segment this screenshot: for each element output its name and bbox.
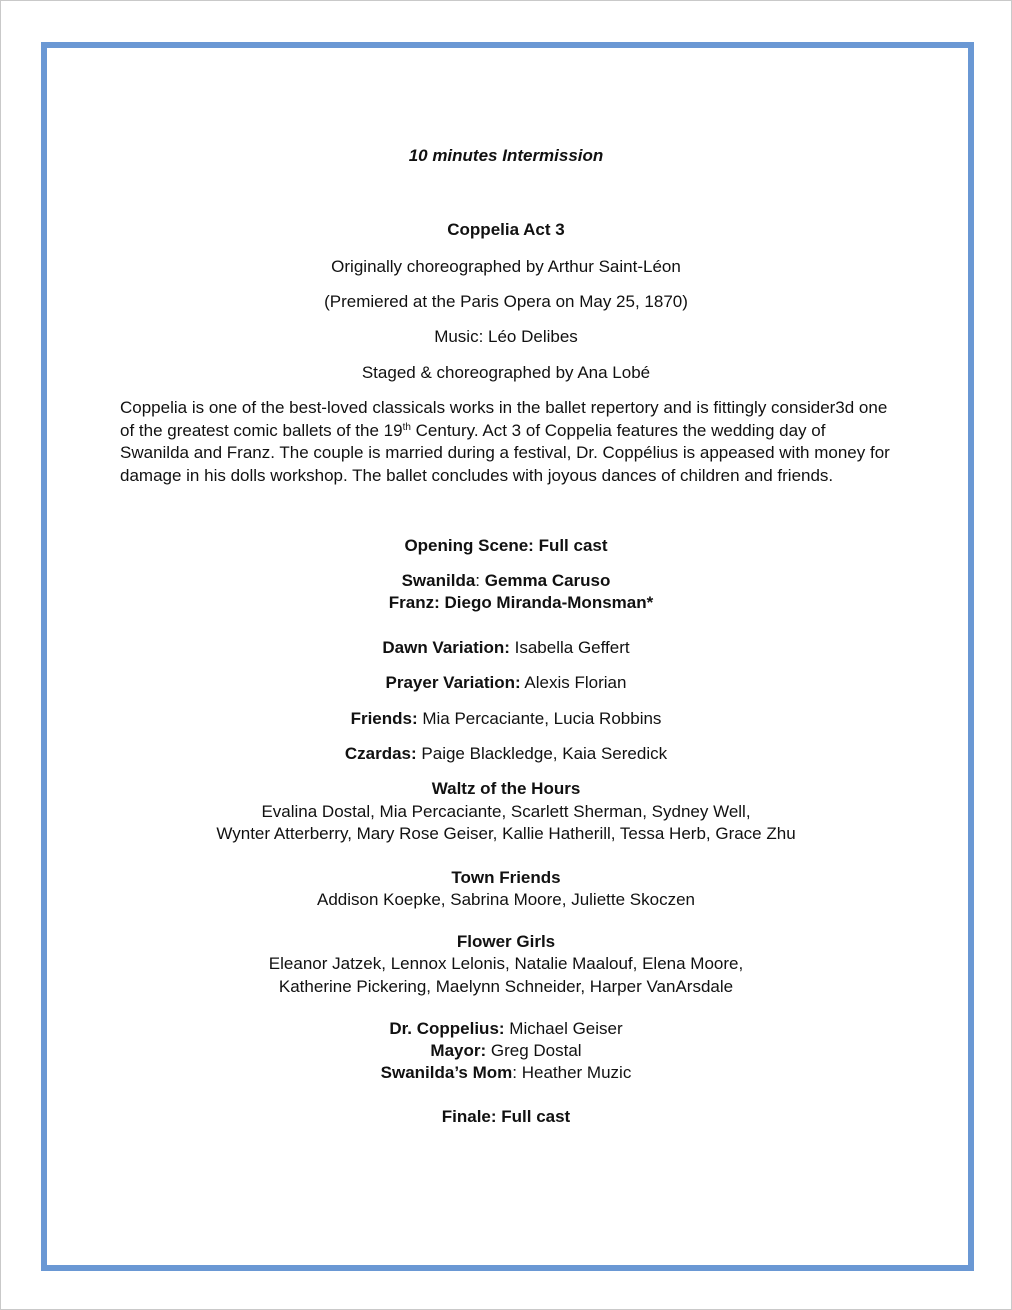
- variation-prayer: Prayer Variation: Alexis Florian: [385, 673, 627, 692]
- character-mayor: Mayor: Greg Dostal: [430, 1041, 582, 1060]
- opening-scene: Opening Scene: Full cast: [404, 536, 608, 555]
- flower-girls-cast-line: Katherine Pickering, Maelynn Schneider, Harper VanArsdale: [278, 977, 734, 996]
- intermission-note: 10 minutes Intermission: [408, 146, 604, 165]
- town-friends-cast: Addison Koepke, Sabrina Moore, Juliette Skoczen: [316, 890, 695, 909]
- flower-girls-cast-line: Eleanor Jatzek, Lennox Lelonis, Natalie Maalouf, Elena Moore,: [268, 954, 744, 973]
- franz-lead: Franz: Diego Miranda-Monsman*: [388, 593, 654, 612]
- character-dr-coppelius: Dr. Coppelius: Michael Geiser: [389, 1019, 623, 1038]
- act-description: Coppelia is one of the best-loved classicals works in the ballet repertory and is fittingly consider3d one of the greatest comic ballets of the 19th Century. Act 3 of Coppelia features the wedding day of Swanilda and Franz. The couple is married during a festival, Dr. Coppélius is appeased with money for damage in his dolls workshop. The ballet concludes with joyous dances of children and friends.: [120, 398, 890, 485]
- waltz-cast-line: Evalina Dostal, Mia Percaciante, Scarlett Sherman, Sydney Well,: [261, 802, 751, 821]
- staging-credit: Staged & choreographed by Ana Lobé: [361, 363, 651, 382]
- waltz-title: Waltz of the Hours: [431, 779, 581, 798]
- choreographer-credit: Originally choreographed by Arthur Saint-Léon: [331, 257, 681, 276]
- finale: Finale: Full cast: [441, 1107, 571, 1126]
- act-title: Coppelia Act 3: [447, 220, 565, 239]
- flower-girls-title: Flower Girls: [456, 932, 556, 951]
- character-swanilda-mom: Swanilda’s Mom: Heather Muzic: [380, 1063, 632, 1082]
- variation-czardas: Czardas: Paige Blackledge, Kaia Seredick: [344, 744, 668, 763]
- variation-friends: Friends: Mia Percaciante, Lucia Robbins: [350, 709, 662, 728]
- swanilda-lead: Swanilda: Gemma Caruso: [401, 571, 611, 590]
- town-friends-title: Town Friends: [451, 868, 561, 887]
- music-credit: Music: Léo Delibes: [434, 327, 578, 346]
- waltz-cast-line: Wynter Atterberry, Mary Rose Geiser, Kallie Hatherill, Tessa Herb, Grace Zhu: [216, 824, 796, 843]
- variation-dawn: Dawn Variation: Isabella Geffert: [382, 638, 630, 657]
- premiere-note: (Premiered at the Paris Opera on May 25, 1870): [324, 292, 688, 311]
